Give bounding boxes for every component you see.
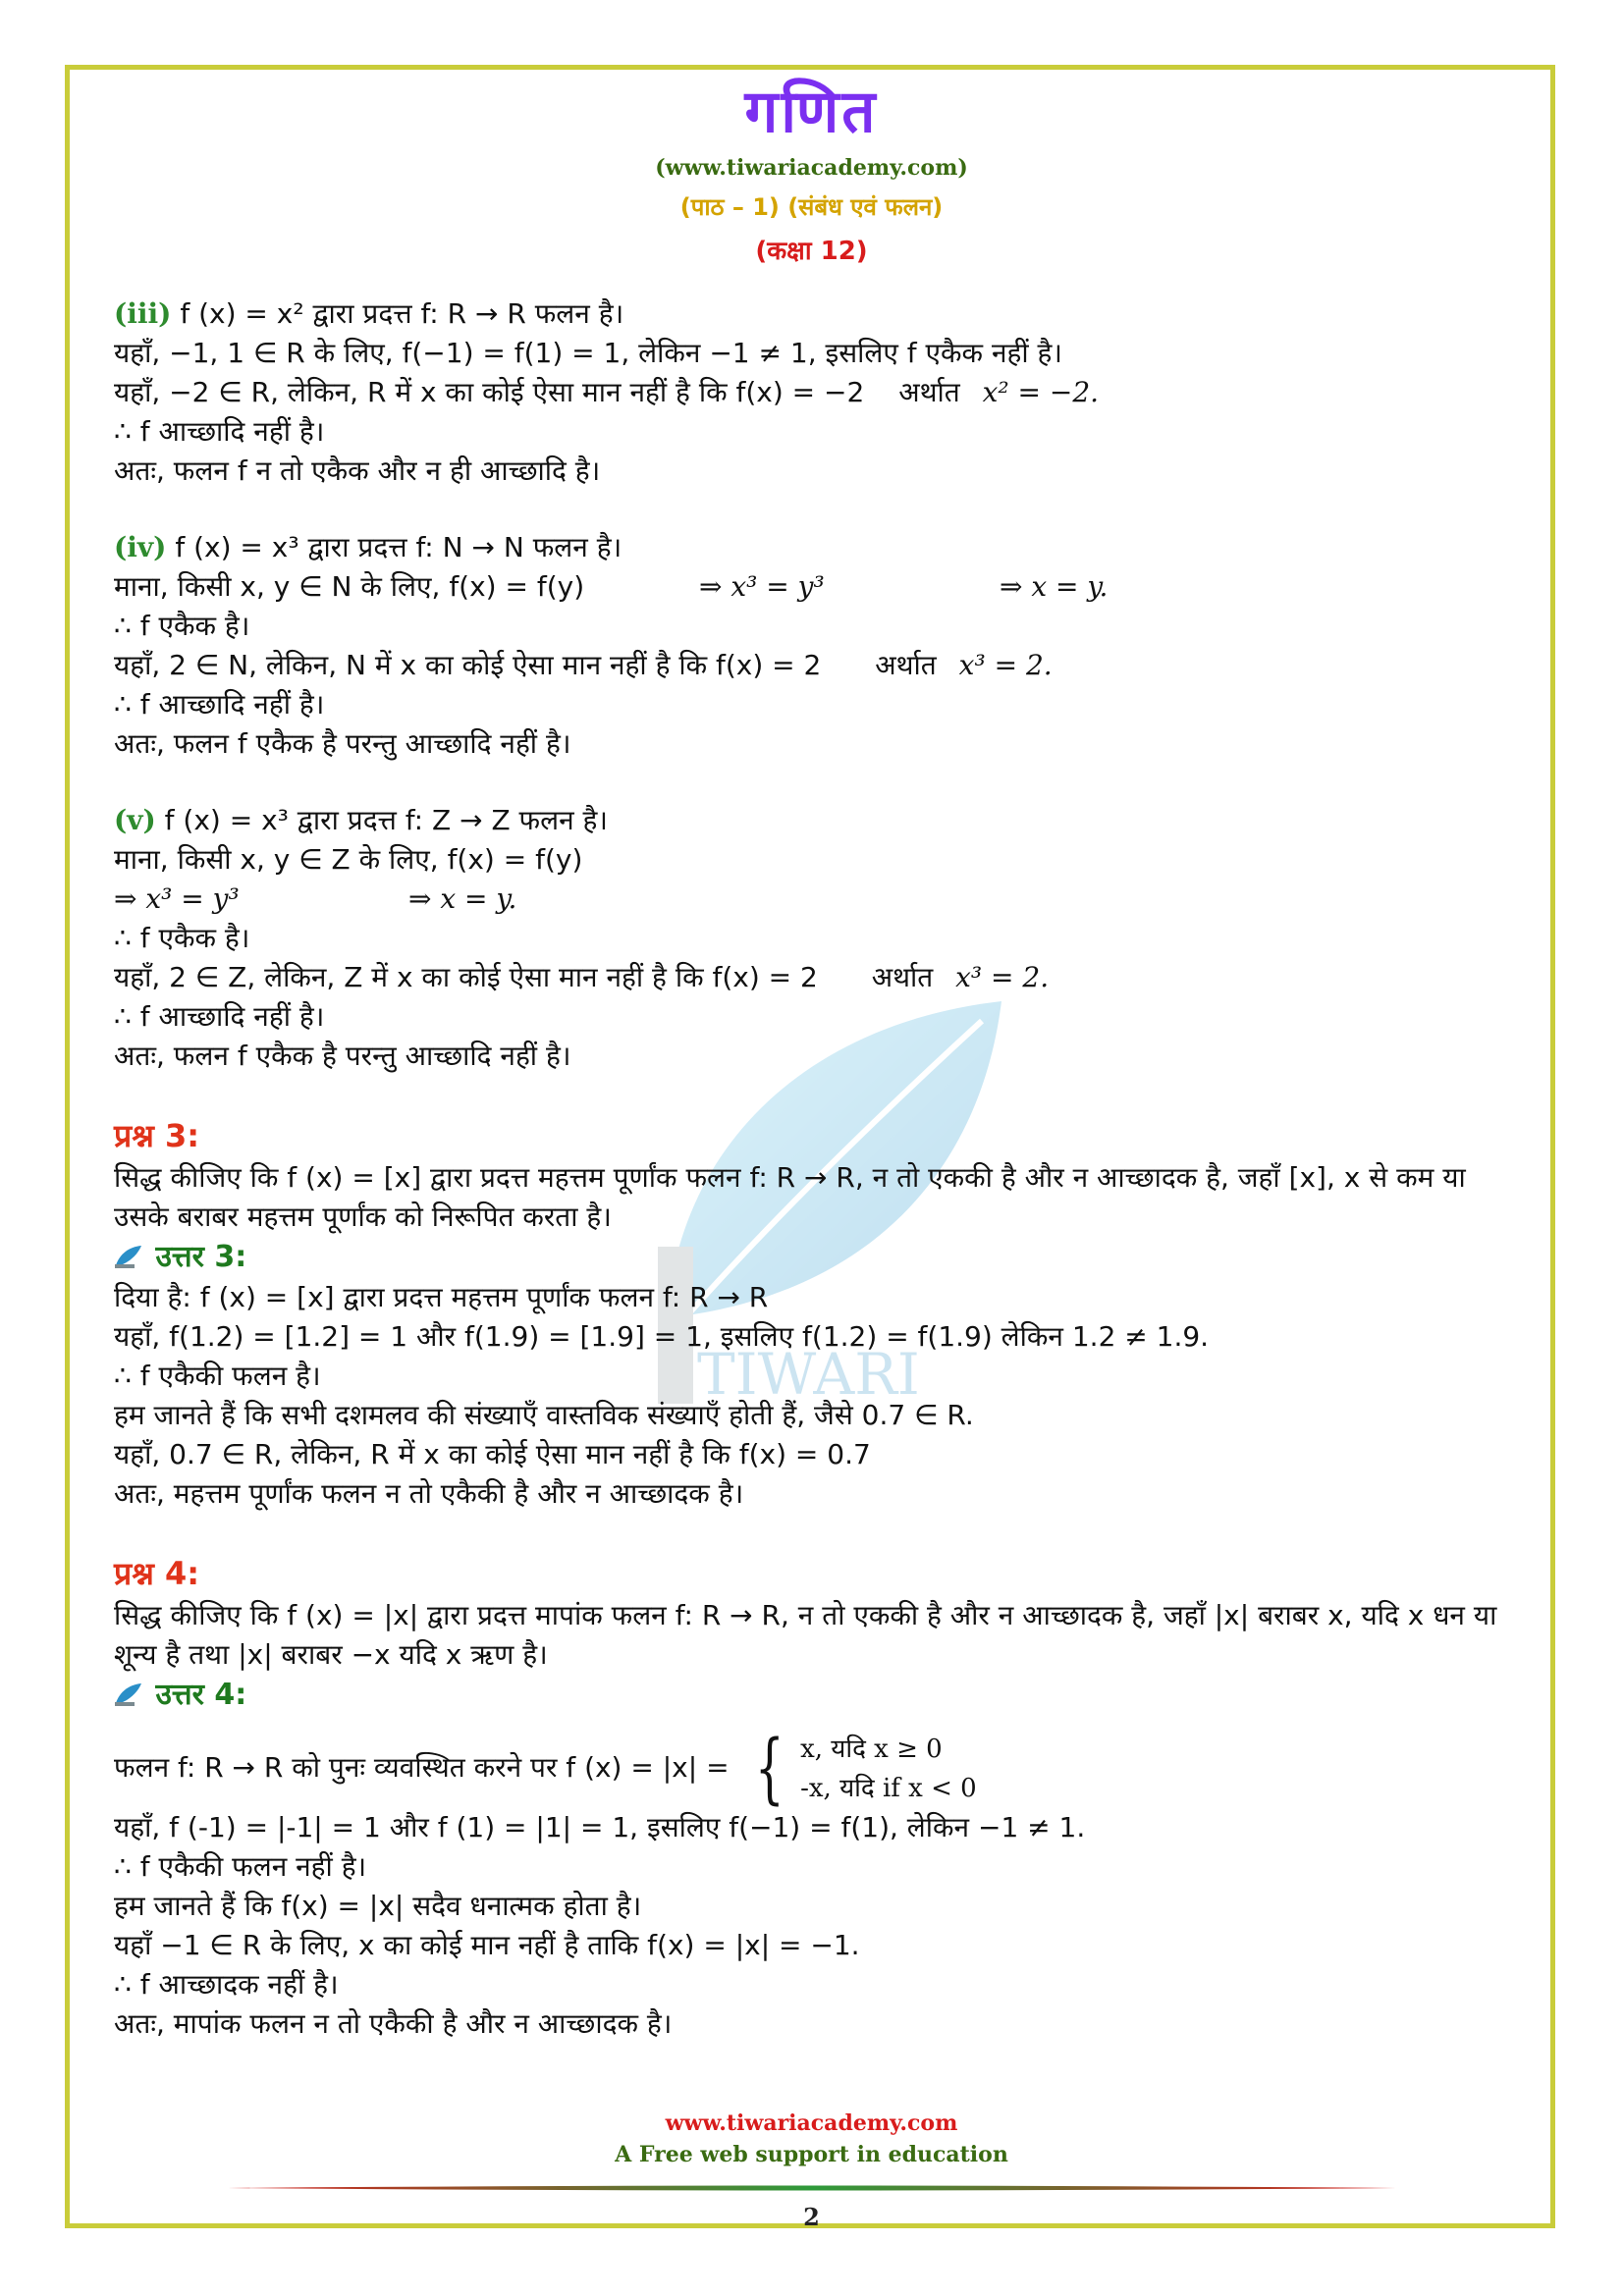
answer-3-line-5: यहाँ, 0.7 ∈ R, लेकिन, R में x का कोई ऐसा मान नहीं है कि f(x) = 0.7 bbox=[114, 1438, 871, 1470]
part-v-implies-2: ⇒ x = y. bbox=[408, 882, 517, 915]
part-iii-line-3-text: यहाँ, −2 ∈ R, लेकिन, R में x का कोई ऐसा मान नहीं है कि f(x) = −2 bbox=[114, 376, 865, 408]
answer-4-piecewise-definition bbox=[114, 1725, 1518, 1813]
question-4-heading: प्रश्न 4: bbox=[114, 1555, 200, 1592]
part-v-line-3 bbox=[114, 880, 1518, 919]
left-brace: { bbox=[755, 1725, 785, 1813]
case-nonnegative: x, यदि x ≥ 0 bbox=[800, 1735, 943, 1764]
chapter-label: (पाठ – 1) (संबंध एवं फलन) bbox=[679, 193, 944, 221]
answer-4-line-5: यहाँ −1 ∈ R के लिए, x का कोई मान नहीं है ताकि f(x) = |x| = −1. bbox=[114, 1929, 860, 1961]
answer-3-line-1: दिया है: f (x) = [x] द्वारा प्रदत्त महत्तम पूर्णांक फलन f: R → R bbox=[114, 1281, 769, 1313]
part-iv-equation: x³ = 2. bbox=[958, 649, 1053, 681]
question-3-heading: प्रश्न 3: bbox=[114, 1117, 200, 1154]
part-v-implies-1: ⇒ x³ = y³ bbox=[114, 882, 240, 915]
part-iii-line-2: यहाँ, −1, 1 ∈ R के लिए, f(−1) = f(1) = 1, लेकिन −1 ≠ 1, इसलिए f एकैक नहीं है। bbox=[114, 337, 1062, 369]
answer-3-line-3: ∴ f एकैकी फलन है। bbox=[114, 1360, 321, 1392]
part-iv-line-1 bbox=[114, 528, 1518, 567]
footer-tagline: A Free web support in education bbox=[615, 2142, 1008, 2167]
part-iii-statement: f (x) = x² द्वारा प्रदत्त f: R → R फलन है। bbox=[180, 297, 624, 330]
part-iv-implies-1: ⇒ x³ = y³ bbox=[699, 570, 825, 603]
part-iii-equation: x² = −2. bbox=[982, 376, 1100, 408]
part-iv-line-2 bbox=[114, 567, 1518, 607]
main-content bbox=[114, 294, 1518, 2044]
part-iv-label: (iv) bbox=[114, 531, 167, 563]
answer-4-line-4: हम जानते हैं कि f(x) = |x| सदैव धनात्मक होता है। bbox=[114, 1890, 642, 1922]
answer-4-line-3: ∴ f एकैकी फलन नहीं है। bbox=[114, 1850, 367, 1883]
answer-4-heading-row bbox=[114, 1675, 1518, 1716]
answer-4-conclusion: अतः, मापांक फलन न तो एकैकी है और न आच्छादक है। bbox=[114, 2007, 673, 2040]
answer-3-line-2: यहाँ, f(1.2) = [1.2] = 1 और f(1.9) = [1.9] = 1, इसलिए f(1.2) = f(1.9) लेकिन 1.2 ≠ 1.9. bbox=[114, 1320, 1210, 1353]
answer-3-heading-row bbox=[114, 1237, 1518, 1278]
part-iii-line-4: ∴ f आच्छादि नहीं है। bbox=[114, 415, 325, 448]
question-4-text: सिद्ध कीजिए कि f (x) = |x| द्वारा प्रदत्त मापांक फलन f: R → R, न तो एककी है और न आच्छादक है, जहाँ |x| बराबर x, यदि x धन या शून्य है तथा |x| बराबर −x यदि x ऋण है। bbox=[114, 1599, 1497, 1671]
answer-4-heading: उत्तर 4: bbox=[155, 1678, 247, 1712]
part-iv-line-2-text: माना, किसी x, y ∈ N के लिए, f(x) = f(y) bbox=[114, 570, 585, 603]
arthat-label: अर्थात bbox=[871, 961, 934, 993]
part-v-statement: f (x) = x³ द्वारा प्रदत्त f: Z → Z फलन है। bbox=[164, 804, 609, 836]
part-iii-line-1 bbox=[114, 294, 1518, 334]
page-number: 2 bbox=[803, 2203, 820, 2231]
answer-4-line-2: यहाँ, f (-1) = |-1| = 1 और f (1) = |1| = 1, इसलिए f(−1) = f(1), लेकिन −1 ≠ 1. bbox=[114, 1811, 1086, 1843]
part-iv-line-4 bbox=[114, 646, 1518, 685]
part-v-line-1 bbox=[114, 801, 1518, 840]
footer-url: www.tiwariacademy.com bbox=[665, 2110, 958, 2136]
part-v-line-2: माना, किसी x, y ∈ Z के लिए, f(x) = f(y) bbox=[114, 843, 583, 876]
arthat-label: अर्थात bbox=[875, 649, 937, 681]
part-v-conclusion: अतः, फलन f एकैक है परन्तु आच्छादि नहीं है। bbox=[114, 1040, 571, 1072]
part-v-equation: x³ = 2. bbox=[955, 961, 1050, 993]
part-iii-line-3 bbox=[114, 373, 1518, 412]
answer-3-heading: उत्तर 3: bbox=[155, 1240, 247, 1274]
part-iv-implies-2: ⇒ x = y. bbox=[1000, 570, 1109, 603]
answer-3-conclusion: अतः, महत्तम पूर्णांक फलन न तो एकैकी है और न आच्छादक है। bbox=[114, 1477, 744, 1510]
part-iv-line-4-text: यहाँ, 2 ∈ N, लेकिन, N में x का कोई ऐसा मान नहीं है कि f(x) = 2 bbox=[114, 649, 822, 681]
part-v-label: (v) bbox=[114, 804, 156, 836]
part-iv-conclusion: अतः, फलन f एकैक है परन्तु आच्छादि नहीं है। bbox=[114, 727, 571, 760]
arthat-label: अर्थात bbox=[898, 376, 960, 408]
piecewise-cases bbox=[800, 1730, 977, 1808]
question-3-text: सिद्ध कीजिए कि f (x) = [x] द्वारा प्रदत्त महत्तम पूर्णांक फलन f: R → R, न तो एककी है और न आच्छादक है, जहाँ [x], x से कम या उसके बराबर महत्तम पूर्णांक को निरूपित करता है। bbox=[114, 1161, 1466, 1233]
pen-icon bbox=[114, 1244, 143, 1269]
answer-3-line-4: हम जानते हैं कि सभी दशमलव की संख्याएँ वास्तविक संख्याएँ होती हैं, जैसे 0.7 ∈ R. bbox=[114, 1399, 974, 1431]
answer-4-line-1-text: फलन f: R → R को पुनः व्यवस्थित करने पर f (x) = |x| = bbox=[114, 1751, 730, 1784]
part-v-line-6: ∴ f आच्छादि नहीं है। bbox=[114, 1000, 325, 1033]
piecewise-function bbox=[737, 1725, 977, 1813]
part-iii-label: (iii) bbox=[114, 297, 172, 330]
pen-icon bbox=[114, 1682, 143, 1707]
part-iv-statement: f (x) = x³ द्वारा प्रदत्त f: N → N फलन है। bbox=[175, 531, 622, 563]
answer-4-line-6: ∴ f आच्छादक नहीं है। bbox=[114, 1968, 339, 2001]
part-v-line-4: ∴ f एकैक है। bbox=[114, 922, 250, 954]
part-iii-conclusion: अतः, फलन f न तो एकैक और न ही आच्छादि है। bbox=[114, 454, 601, 487]
part-v-line-5 bbox=[114, 958, 1518, 997]
case-negative: -x, यदि if x < 0 bbox=[800, 1774, 977, 1803]
class-label: (कक्षा 12) bbox=[755, 237, 868, 266]
footer-divider bbox=[228, 2185, 1396, 2191]
watermark-text: TIWARI bbox=[697, 1341, 920, 1408]
page-title: गणित bbox=[744, 78, 879, 146]
part-iv-line-3: ∴ f एकैक है। bbox=[114, 610, 250, 642]
part-iv-line-5: ∴ f आच्छादि नहीं है। bbox=[114, 688, 325, 721]
site-url: (www.tiwariacademy.com) bbox=[655, 155, 968, 181]
part-v-line-5-text: यहाँ, 2 ∈ Z, लेकिन, Z में x का कोई ऐसा मान नहीं है कि f(x) = 2 bbox=[114, 961, 818, 993]
